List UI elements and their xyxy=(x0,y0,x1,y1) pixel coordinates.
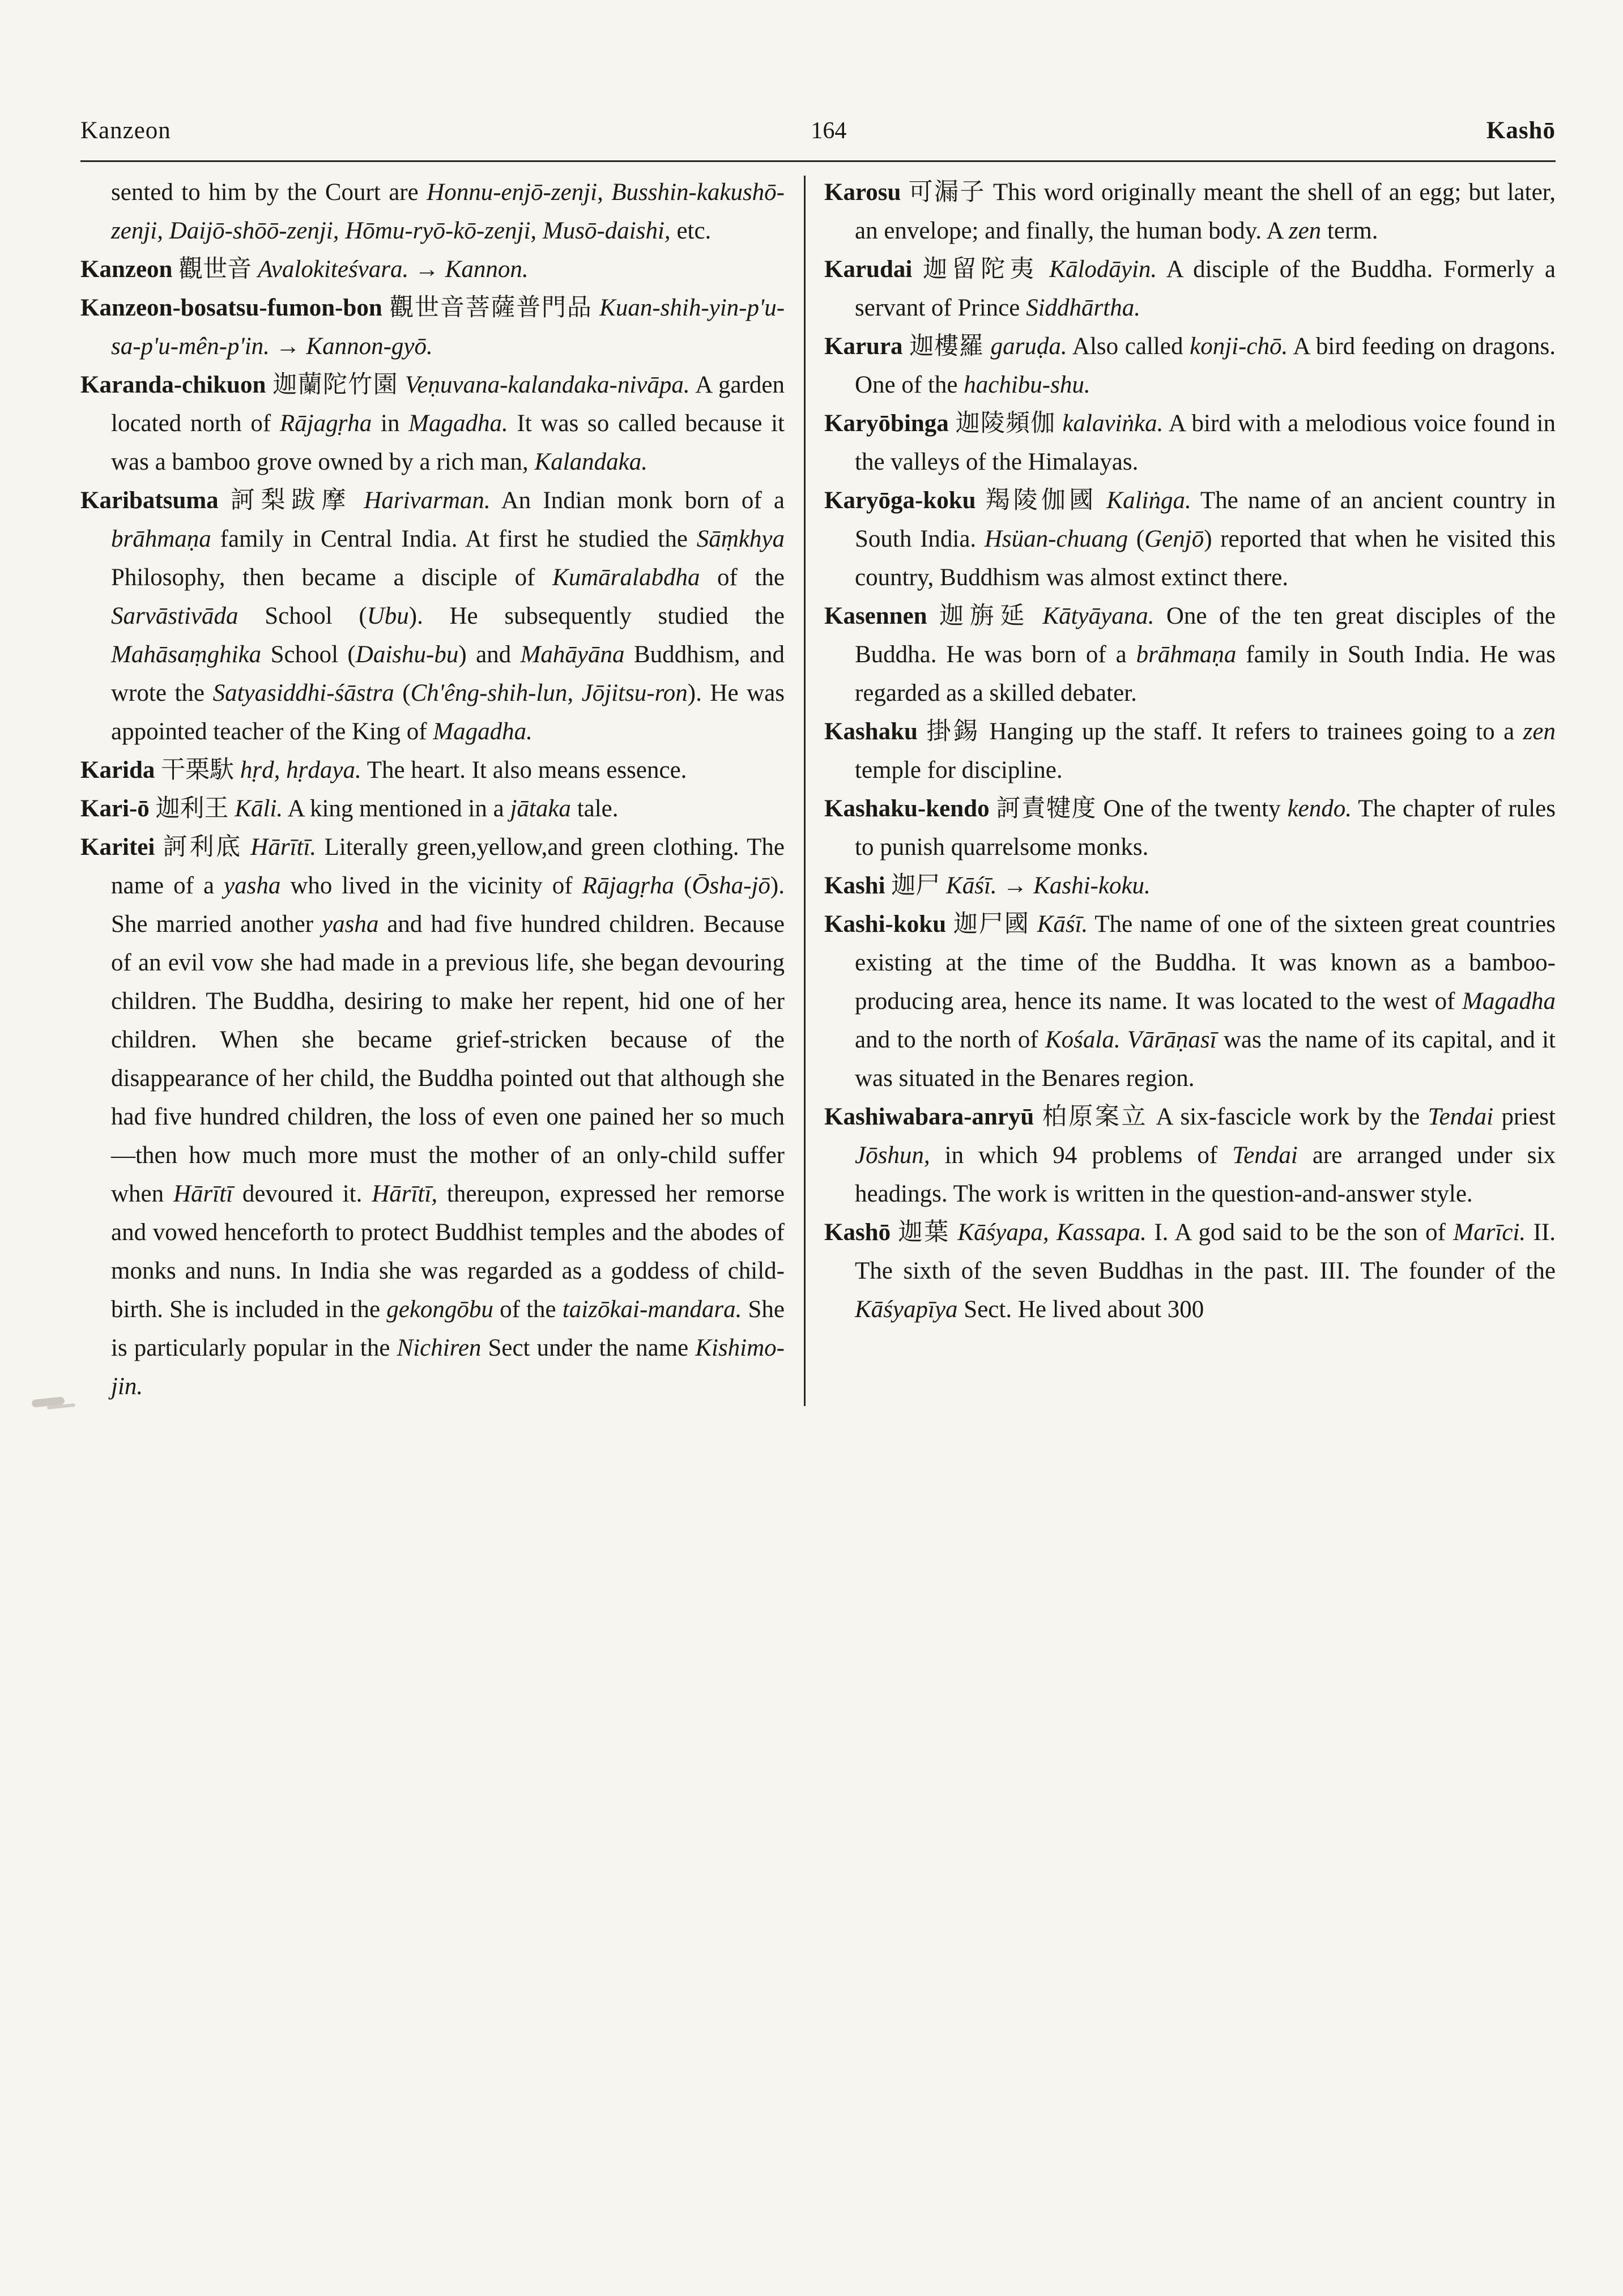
italic-term: Satyasiddhi-śāstra xyxy=(212,680,394,706)
italic-term: Jōshun, xyxy=(855,1142,930,1169)
italic-term: Harivarman. xyxy=(364,487,491,514)
italic-term: Kāli. xyxy=(235,795,283,822)
headword: Kasennen xyxy=(824,603,940,629)
headword: Kashi xyxy=(824,872,892,899)
headword: Karudai xyxy=(824,256,923,283)
italic-term: Kumāralabdha xyxy=(552,564,700,591)
italic-term: Magadha xyxy=(1462,988,1556,1015)
italic-term: Vārāṇasī xyxy=(1127,1026,1217,1053)
headword: Karyōbinga xyxy=(824,410,956,437)
text-segment: of the xyxy=(493,1296,563,1323)
italic-term: Avalokiteśvara. xyxy=(257,256,409,283)
text-segment: Sect under the name xyxy=(481,1335,696,1361)
text-segment: 掛錫 Hanging up the staff. It refers to trainees going to a xyxy=(926,718,1523,745)
text-segment: ( xyxy=(394,680,411,706)
entry xyxy=(80,482,785,751)
text-segment: in which 94 problems of xyxy=(930,1142,1233,1169)
text-segment: and to the north of xyxy=(855,1026,1045,1053)
text-segment: ( xyxy=(674,872,692,899)
entry xyxy=(824,905,1556,1098)
text-block xyxy=(80,173,1556,1406)
text-segment: 訶梨跋摩 xyxy=(230,487,364,514)
text-segment: was the name of its capital, and it was situated in the Benares region. xyxy=(855,1026,1556,1092)
italic-term: garuḍa. xyxy=(990,333,1067,360)
text-segment: 迦樓羅 xyxy=(909,333,991,360)
text-segment xyxy=(1121,1026,1127,1053)
text-segment: II. The sixth of the seven Buddhas in the past. III. The founder of the xyxy=(855,1219,1556,1284)
italic-term: kalaviṅka. xyxy=(1062,410,1164,437)
italic-term: brāhmaṇa xyxy=(1136,641,1237,668)
italic-term: Kishimo-jin. xyxy=(111,1335,785,1400)
italic-term: Kaliṅga. xyxy=(1106,487,1191,514)
italic-term: Magadha. xyxy=(433,718,533,745)
italic-term: Daishu-bu xyxy=(355,641,459,668)
text-segment: School ( xyxy=(261,641,356,668)
entry xyxy=(80,751,785,790)
italic-term: Kāśī. xyxy=(1037,911,1088,938)
headword: Karanda-chikuon xyxy=(80,372,273,398)
text-segment: 迦陵頻伽 xyxy=(955,410,1063,437)
text-segment: 觀世音菩薩普門品 xyxy=(389,295,600,321)
entry xyxy=(824,482,1556,597)
text-segment: A bird feeding on dragons. One of the xyxy=(855,333,1556,398)
text-segment: A bird with a melodious voice found in the valleys of the Himalayas. xyxy=(855,410,1556,475)
text-segment: in xyxy=(372,410,409,437)
text-segment: 迦尸國 xyxy=(953,911,1037,938)
entry xyxy=(80,366,785,482)
italic-term: Hārītī, xyxy=(372,1181,438,1207)
italic-term: jātaka xyxy=(510,795,571,822)
text-segment: An Indian monk born of a xyxy=(490,487,785,514)
scan-artifact xyxy=(31,1396,65,1408)
text-segment: term. xyxy=(1321,218,1378,244)
italic-term: Kuan-shih-yin-p'u-sa-p'u-mên-p'in. xyxy=(111,295,785,360)
text-segment: The chapter of rules to punish quarrelsome monks. xyxy=(855,795,1556,861)
text-segment: → xyxy=(996,872,1034,899)
italic-term: yasha xyxy=(224,872,281,899)
italic-term: Ch'êng-shih-lun, Jōjitsu-ron xyxy=(410,680,688,706)
entry xyxy=(824,404,1556,482)
headword: Kashaku-kendo xyxy=(824,795,996,822)
text-segment: temple for discipline. xyxy=(855,757,1063,783)
text-segment: 訶利底 xyxy=(163,834,251,861)
text-segment: 迦尸 xyxy=(891,872,947,899)
italic-term: Kannon-gyō. xyxy=(306,333,433,360)
italic-term: brāhmaṇa xyxy=(111,526,211,552)
italic-term: hachibu-shu. xyxy=(964,372,1090,398)
text-segment: 可漏子 This word originally meant the shell of an egg; but later, an envelope; and finally, the human body. A xyxy=(855,179,1556,244)
italic-term: Veṇuvana-kalandaka-nivāpa. xyxy=(404,372,690,398)
headword: Kashaku xyxy=(824,718,927,745)
text-segment: tale. xyxy=(570,795,619,822)
text-segment: 迦葉 xyxy=(898,1219,958,1246)
headword: Karitei xyxy=(80,834,163,861)
text-segment: 迦蘭陀竹園 xyxy=(272,372,405,398)
italic-term: konji-chō. xyxy=(1190,333,1288,360)
headword: Karida xyxy=(80,757,161,783)
italic-term: Mahāyāna xyxy=(520,641,625,668)
italic-term: Kālodāyin. xyxy=(1049,256,1157,283)
text-segment: of the xyxy=(700,564,785,591)
text-segment: ). He was appointed teacher of the King of xyxy=(111,680,785,745)
italic-term: Kannon. xyxy=(445,256,529,283)
text-segment: ) and xyxy=(458,641,521,668)
text-segment: She is particularly popular in the xyxy=(111,1296,785,1361)
text-segment: → xyxy=(269,333,306,360)
text-segment: thereupon, expressed her remorse and vowed henceforth to protect Buddhist temples and the abodes of monks and nuns. In India she was regarded as a goddess of child-birth. She is included in the xyxy=(111,1181,785,1323)
text-segment: 訶責犍度 One of the twenty xyxy=(996,795,1288,822)
text-segment: School ( xyxy=(238,603,367,629)
italic-term: Ubu xyxy=(367,603,409,629)
entry xyxy=(824,790,1556,867)
text-segment: and had five hundred children. Because of an evil vow she had made in a previous life, she began devouring children. The Buddha, desiring to make her repent, hid one of her children. When she became grief-stricken because of the disappearance of her child, the Buddha pointed out that although she had five hundred children, the loss of even one pained her so much—then how much more must the mother of an only-child suffer when xyxy=(111,911,785,1207)
italic-term: Tendai xyxy=(1428,1104,1494,1130)
text-segment: 迦利王 xyxy=(155,795,235,822)
left-column xyxy=(80,173,785,1406)
italic-term: Sāṃkhya xyxy=(696,526,785,552)
italic-term: Hārītī xyxy=(173,1181,233,1207)
headword: Karura xyxy=(824,333,910,360)
text-segment: etc. xyxy=(670,218,712,244)
italic-term: Kāśī. xyxy=(946,872,997,899)
italic-term: Siddhārtha. xyxy=(1026,295,1140,321)
text-segment: devoured it. xyxy=(233,1181,372,1207)
text-segment: The name of one of the sixteen great countries existing at the time of the Buddha. It was known as a bamboo-producing area, hence its name. It was located to the west of xyxy=(855,911,1556,1015)
text-segment: The name of an ancient country in South India. xyxy=(855,487,1556,552)
text-segment: The heart. It also means essence. xyxy=(361,757,687,783)
entry xyxy=(824,867,1556,905)
running-head xyxy=(80,117,1556,144)
italic-term: Mahāsaṃghika xyxy=(111,641,262,668)
headword: Karyōga-koku xyxy=(824,487,986,514)
italic-term: Kāśyapa, Kassapa. xyxy=(957,1219,1147,1246)
italic-term: Kashi-koku. xyxy=(1033,872,1151,899)
entry xyxy=(824,597,1556,713)
running-head-left: Kanzeon xyxy=(80,117,171,144)
italic-term: kendo. xyxy=(1287,795,1352,822)
entry xyxy=(80,828,785,1406)
text-segment: A disciple of the Buddha. Formerly a servant of Prince xyxy=(855,256,1556,321)
text-segment: 迦旃延 xyxy=(939,603,1043,629)
entry-continuation xyxy=(80,173,785,250)
text-segment: I. A god said to be the son of xyxy=(1146,1219,1454,1246)
text-segment: ). He subsequently studied the xyxy=(408,603,785,629)
entry xyxy=(824,1098,1556,1213)
page-number: 164 xyxy=(811,118,847,144)
text-segment: who lived in the vicinity of xyxy=(280,872,582,899)
running-head-right: Kashō xyxy=(1486,117,1556,144)
italic-term: Rājagṛha xyxy=(582,872,675,899)
italic-term: Kāśyapīya xyxy=(855,1296,958,1323)
italic-term: Tendai xyxy=(1232,1142,1298,1169)
italic-term: Nichiren xyxy=(397,1335,482,1361)
italic-term: Genjō xyxy=(1144,526,1204,552)
text-segment: 觀世音 xyxy=(178,256,258,283)
italic-term: Kośala. xyxy=(1045,1026,1121,1053)
text-segment: One of the ten great disciples of the Buddha. He was born of a xyxy=(855,603,1556,668)
text-segment: family in Central India. At first he studied the xyxy=(211,526,697,552)
text-segment: Philosophy, then became a disciple of xyxy=(111,564,553,591)
text-segment: ). She married another xyxy=(111,872,785,938)
column-divider xyxy=(804,176,806,1406)
italic-term: taizōkai-mandara. xyxy=(562,1296,742,1323)
headword: Karibatsuma xyxy=(80,487,231,514)
entry xyxy=(824,173,1556,250)
italic-term: Marīci. xyxy=(1453,1219,1526,1246)
headword: Kashi-koku xyxy=(824,911,953,938)
text-segment: A garden located north of xyxy=(111,372,785,437)
text-segment: are arranged under six headings. The work is written in the question-and-answer style. xyxy=(855,1142,1556,1207)
entry xyxy=(824,327,1556,404)
headword: Kari-ō xyxy=(80,795,156,822)
italic-term: Kātyāyana. xyxy=(1042,603,1155,629)
text-segment: Sect. He lived about 300 xyxy=(957,1296,1204,1323)
text-segment: A king mentioned in a xyxy=(283,795,510,822)
italic-term: zen xyxy=(1288,218,1322,244)
italic-term: Hārītī. xyxy=(250,834,317,861)
text-segment: It was so called because it was a bamboo grove owned by a rich man, xyxy=(111,410,785,475)
italic-term: hṛd, hṛdaya. xyxy=(240,757,361,783)
italic-term: Ōsha-jō xyxy=(692,872,770,899)
italic-term: Sarvāstivāda xyxy=(111,603,238,629)
italic-term: gekongōbu xyxy=(386,1296,493,1323)
text-segment: ( xyxy=(1128,526,1145,552)
italic-term: zen xyxy=(1523,718,1556,745)
italic-term: yasha xyxy=(322,911,379,938)
entry xyxy=(824,250,1556,327)
text-segment: 羯陵伽國 xyxy=(985,487,1107,514)
entry xyxy=(80,790,785,828)
text-segment: Buddhism, and wrote the xyxy=(111,641,785,706)
headword: Kashiwabara-anryū xyxy=(824,1104,1042,1130)
italic-term: Kalandaka. xyxy=(534,449,648,475)
header-rule xyxy=(80,160,1556,162)
entry xyxy=(824,1213,1556,1329)
headword: Kanzeon-bosatsu-fumon-bon xyxy=(80,295,390,321)
text-segment: 干栗馱 xyxy=(161,757,240,783)
italic-term: Hsüan-chuang xyxy=(984,526,1128,552)
headword: Kanzeon xyxy=(80,256,179,283)
right-column xyxy=(824,173,1556,1406)
headword: Karosu xyxy=(824,179,909,206)
text-segment: priest xyxy=(1493,1104,1556,1130)
text-segment: family in South India. He was regarded as a skilled debater. xyxy=(855,641,1556,706)
text-segment: → xyxy=(408,256,445,283)
entry xyxy=(824,713,1556,790)
italic-term: Honnu-enjō-zenji, Busshin-kakushō-zenji, Daijō-shōō-zenji, Hōmu-ryō-kō-zenji, Musō-daishi, xyxy=(111,179,785,244)
entry xyxy=(80,289,785,366)
text-segment: 迦留陀夷 xyxy=(923,256,1050,283)
text-segment: sented to him by the Court are xyxy=(111,179,427,206)
entry xyxy=(80,250,785,289)
headword: Kashō xyxy=(824,1219,898,1246)
italic-term: Rājagṛha xyxy=(279,410,372,437)
text-segment: Also called xyxy=(1067,333,1190,360)
text-segment: ) reported that when he visited this country, Buddhism was almost extinct there. xyxy=(855,526,1556,591)
italic-term: Magadha. xyxy=(408,410,508,437)
text-segment: 柏原案立 A six-fascicle work by the xyxy=(1042,1104,1428,1130)
text-segment: Literally green,yellow,and green clothing. The name of a xyxy=(111,834,785,899)
